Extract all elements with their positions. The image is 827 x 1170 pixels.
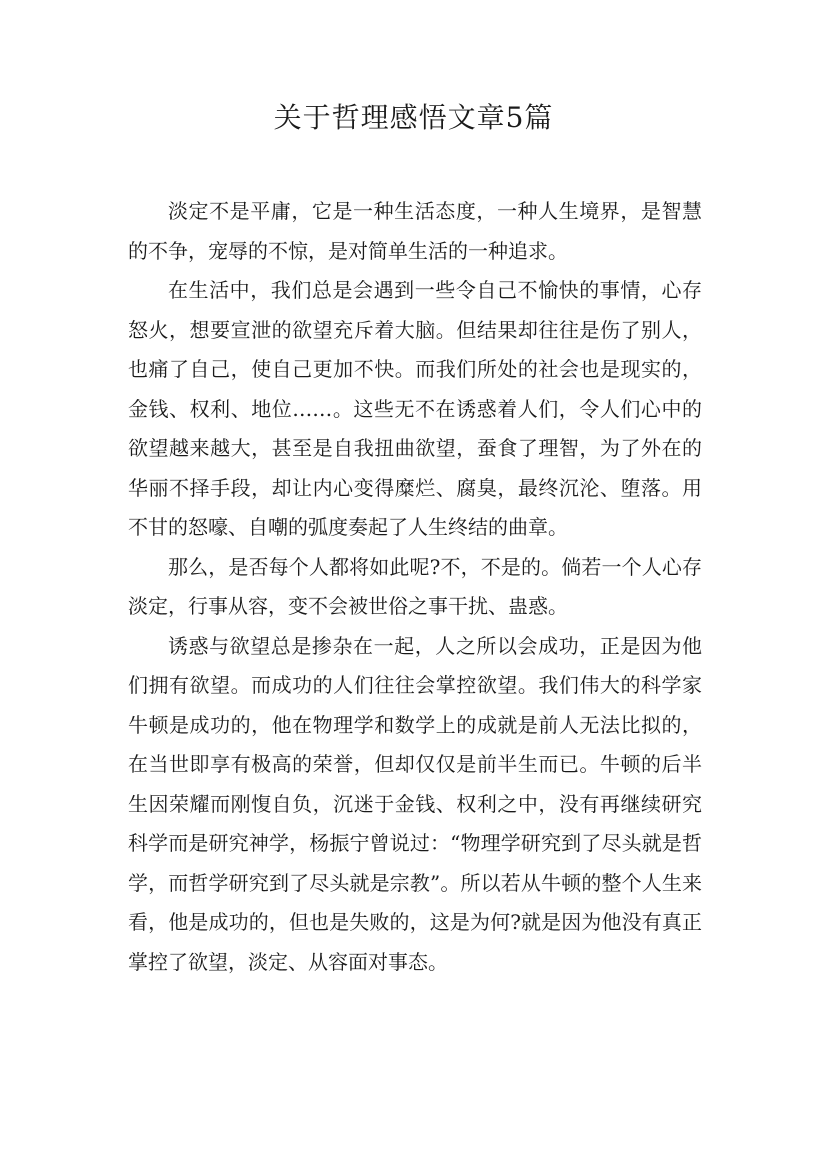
paragraph-4: 诱惑与欲望总是掺杂在一起，人之所以会成功，正是因为他们拥有欲望。而成功的人们往往会掌控欲望。我们伟大的科学家牛顿是成功的，他在物理学和数学上的成就是前人无法比拟的，在当世即享有极高的荣誉，但却仅仅是前半生而已。牛顿的后半生因荣耀而刚愎自负，沉迷于金钱、权利之中，没有再继续研究科学而是研究神学，杨振宁曾说过：“物理学研究到了尽头就是哲学，而哲学研究到了尽头就是宗教”。所以若从牛顿的整个人生来看，他是成功的，但也是失败的，这是为何?就是因为他没有真正掌控了欲望，淡定、从容面对事态。 (128, 633, 702, 974)
document-body (128, 192, 702, 982)
paragraph-1: 淡定不是平庸，它是一种生活态度，一种人生境界，是智慧的不争，宠辱的不惊，是对简单生活的一种追求。 (128, 199, 702, 263)
paragraph-2: 在生活中，我们总是会遇到一些令自己不愉快的事情，心存怒火，想要宣泄的欲望充斥着大脑。但结果却往往是伤了别人，也痛了自己，使自己更加不快。而我们所处的社会也是现实的，金钱、权利、地位……。这些无不在诱惑着人们，令人们心中的欲望越来越大，甚至是自我扭曲欲望，蚕食了理智，为了外在的华丽不择手段，却让内心变得糜烂、腐臭，最终沉沦、堕落。用不甘的怒嚎、自嘲的弧度奏起了人生终结的曲章。 (128, 278, 702, 539)
paragraph-3: 那么，是否每个人都将如此呢?不，不是的。倘若一个人心存淡定，行事从容，变不会被世俗之事干扰、蛊惑。 (128, 554, 702, 618)
document-title: 关于哲理感悟文章5篇 (273, 101, 554, 134)
